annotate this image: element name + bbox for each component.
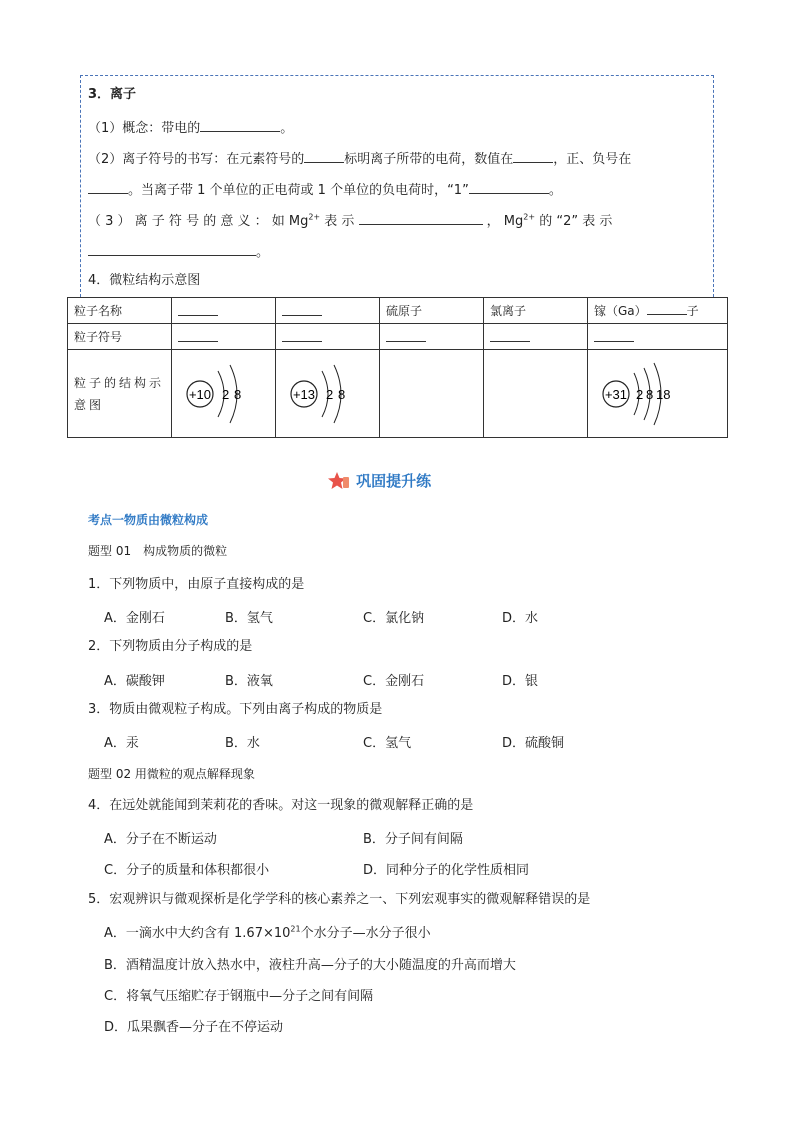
shell-count: 8 <box>234 386 242 402</box>
q3-option-c[interactable]: C．氢气 <box>363 736 412 751</box>
section-header <box>327 470 431 492</box>
blank <box>200 117 280 132</box>
diagram-cell <box>484 350 588 438</box>
blank <box>647 302 687 315</box>
symbol-cell <box>380 324 484 350</box>
shell-count: 8 <box>338 386 346 402</box>
row-label: 粒子名称 <box>68 298 172 324</box>
question-2-stem: 2．下列物质由分子构成的是 <box>88 639 253 654</box>
q4-option-c[interactable]: C．分子的质量和体积都很小 <box>104 863 270 878</box>
ions-heading: 3．离子 <box>88 87 137 102</box>
atom-diagram-aluminum <box>282 359 362 429</box>
blank <box>88 241 256 256</box>
ion-writing-line-1: （2）离子符号的书写：在元素符号的 标明离子所带的电荷，数值在 ，正、负号在 <box>88 148 631 169</box>
star-icon <box>327 471 351 491</box>
q5-option-b[interactable]: B．酒精温度计放入热水中，液柱升高—分子的大小随温度的升高而增大 <box>104 958 516 973</box>
name-cell: 氯离子 <box>484 298 588 324</box>
row-label: 粒子的结构示意图 <box>68 350 172 438</box>
q5-option-c[interactable]: C．将氧气压缩贮存于钢瓶中—分子之间有间隔 <box>104 989 374 1004</box>
question-type-2: 题型 02 用微粒的观点解释现象 <box>88 767 255 781</box>
q2-option-b[interactable]: B．液氧 <box>225 674 273 689</box>
q3-option-b[interactable]: B．水 <box>225 736 260 751</box>
ion-concept-line: （1）概念：带电的 。 <box>88 117 293 138</box>
nucleus-charge: +13 <box>292 386 316 402</box>
q1-option-c[interactable]: C．氯化钠 <box>363 611 425 626</box>
shell-count: 2 <box>636 386 644 402</box>
ion-meaning-line-1: （ 3 ） 离 子 符 号 的 意 义 ： 如 $Mg^{2+}$ 表 示 ， $Mg^{2+}$ 的 “2” 表 示 <box>88 210 612 231</box>
nucleus-charge: +10 <box>188 386 212 402</box>
table-row <box>68 350 728 438</box>
q2-option-a[interactable]: A．碳酸钾 <box>104 674 165 689</box>
blank <box>490 329 530 342</box>
name-cell: 镓（Ga） 子 <box>588 298 728 324</box>
blank <box>282 329 322 342</box>
row-label: 粒子符号 <box>68 324 172 350</box>
symbol-cell <box>172 324 276 350</box>
question-5-stem: 5．宏观辨识与微观探析是化学学科的核心素养之一、下列宏观事实的微观解释错误的是 <box>88 892 591 907</box>
q1-option-d[interactable]: D．水 <box>502 611 539 626</box>
blank <box>594 329 634 342</box>
question-type-1: 题型 01 构成物质的微粒 <box>88 544 228 558</box>
shell-count: 8 <box>646 386 654 402</box>
blank <box>386 329 426 342</box>
shell-count: 2 <box>326 386 334 402</box>
blank <box>88 179 128 194</box>
question-3-stem: 3．物质由微观粒子构成。下列由离子构成的物质是 <box>88 702 383 717</box>
q5-option-a[interactable]: A．一滴水中大约含有 $1.67\times 10^{21}$个水分子—水分子很小 <box>104 924 431 941</box>
blank <box>178 329 218 342</box>
blank <box>359 210 483 225</box>
symbol-cell <box>588 324 728 350</box>
q4-option-a[interactable]: A．分子在不断运动 <box>104 832 217 847</box>
atom-diagram-neon <box>178 359 258 429</box>
q3-option-d[interactable]: D．硫酸铜 <box>502 736 565 751</box>
table-row <box>68 324 728 350</box>
blank <box>513 148 553 163</box>
nucleus-charge: +31 <box>604 386 628 402</box>
name-cell: 硫原子 <box>380 298 484 324</box>
name-cell <box>172 298 276 324</box>
question-1-stem: 1．下列物质中，由原子直接构成的是 <box>88 577 305 592</box>
q3-option-a[interactable]: A．汞 <box>104 736 139 751</box>
section-title: 巩固提升练 <box>356 472 432 490</box>
blank <box>304 148 344 163</box>
blank <box>178 303 218 316</box>
ion-meaning-line-2: 。 <box>88 241 269 262</box>
particle-table <box>67 297 728 438</box>
q1-option-a[interactable]: A．金刚石 <box>104 611 165 626</box>
structure-heading: 4．微粒结构示意图 <box>88 273 201 288</box>
exam-point: 考点一物质由微粒构成 <box>88 513 209 527</box>
ion-writing-line-2: 。当离子带 1 个单位的正电荷或 1 个单位的负电荷时，“1” 。 <box>88 179 562 200</box>
table-row <box>68 298 728 324</box>
name-cell <box>276 298 380 324</box>
q4-option-d[interactable]: D．同种分子的化学性质相同 <box>363 863 530 878</box>
q2-option-c[interactable]: C．金刚石 <box>363 674 425 689</box>
symbol-cell <box>484 324 588 350</box>
blank <box>282 303 322 316</box>
atom-diagram-gallium <box>594 359 694 429</box>
q4-option-b[interactable]: B．分子间有间隔 <box>363 832 463 847</box>
q2-option-d[interactable]: D．银 <box>502 674 539 689</box>
symbol-cell <box>276 324 380 350</box>
shell-count: 18 <box>656 386 671 402</box>
q1-option-b[interactable]: B．氢气 <box>225 611 273 626</box>
diagram-cell <box>276 350 380 438</box>
diagram-cell <box>588 350 728 438</box>
shell-count: 2 <box>222 386 230 402</box>
question-4-stem: 4．在远处就能闻到茉莉花的香味。对这一现象的微观解释正确的是 <box>88 798 474 813</box>
blank <box>469 179 549 194</box>
diagram-cell <box>172 350 276 438</box>
diagram-cell <box>380 350 484 438</box>
q5-option-d[interactable]: D．瓜果飘香—分子在不停运动 <box>104 1020 284 1035</box>
